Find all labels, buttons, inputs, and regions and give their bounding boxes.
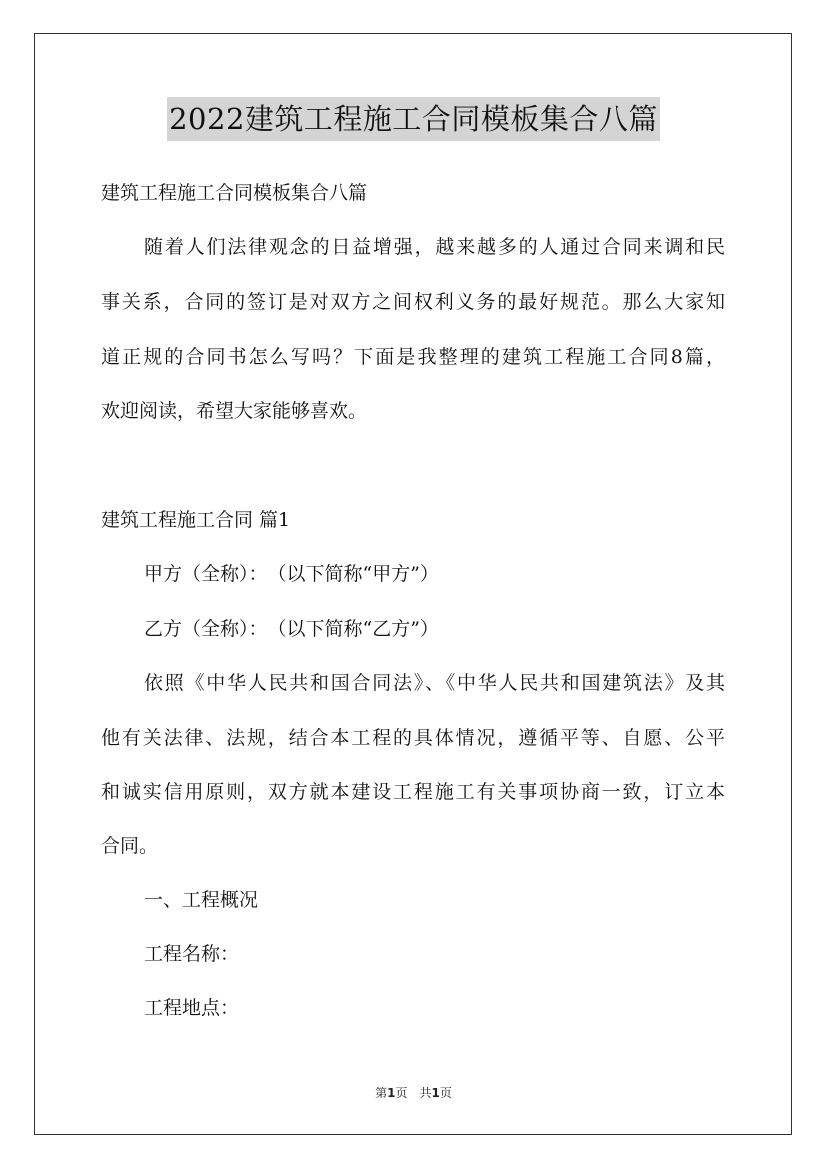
basis-line-4: 合同。 xyxy=(101,835,159,857)
footer-page-prefix: 第 xyxy=(375,1086,388,1100)
footer-page-current: 1 xyxy=(387,1086,396,1100)
intro-line-2: 事关系，合同的签订是对双方之间权利义务的最好规范。那么大家知 xyxy=(101,291,725,313)
party-b-line: 乙方（全称）： （以下简称“乙方”） xyxy=(144,618,439,640)
basis-line-2: 他有关法律、法规，结合本工程的具体情况，遵循平等、自愿、公平 xyxy=(101,727,725,749)
basis-line-3: 和诚实信用原则，双方就本建设工程施工有关事项协商一致，订立本 xyxy=(101,781,725,803)
footer-page-total: 1 xyxy=(431,1086,440,1100)
footer-page-mid: 页 共 xyxy=(395,1086,432,1100)
title-container xyxy=(0,97,827,141)
intro-line-1: 随着人们法律观念的日益增强，越来越多的人通过合同来调和民 xyxy=(144,236,725,258)
project-location-label: 工程地点： xyxy=(144,997,240,1019)
intro-line-4: 欢迎阅读，希望大家能够喜欢。 xyxy=(101,400,368,422)
footer-page-suffix: 页 xyxy=(439,1086,452,1100)
party-a-line: 甲方（全称）： （以下简称“甲方”） xyxy=(144,563,439,585)
overview-heading: 一、工程概况 xyxy=(144,889,259,911)
subtitle: 建筑工程施工合同模板集合八篇 xyxy=(101,182,368,204)
document-title: 2022建筑工程施工合同模板集合八篇 xyxy=(167,97,660,141)
project-name-label: 工程名称： xyxy=(144,943,240,965)
basis-line-1: 依照《中华人民共和国合同法》、《中华人民共和国建筑法》及其 xyxy=(144,672,725,694)
intro-line-3: 道正规的合同书怎么写吗？下面是我整理的建筑工程施工合同8篇， xyxy=(101,346,725,368)
page-footer xyxy=(0,1085,827,1101)
section-heading: 建筑工程施工合同 篇1 xyxy=(101,509,291,531)
